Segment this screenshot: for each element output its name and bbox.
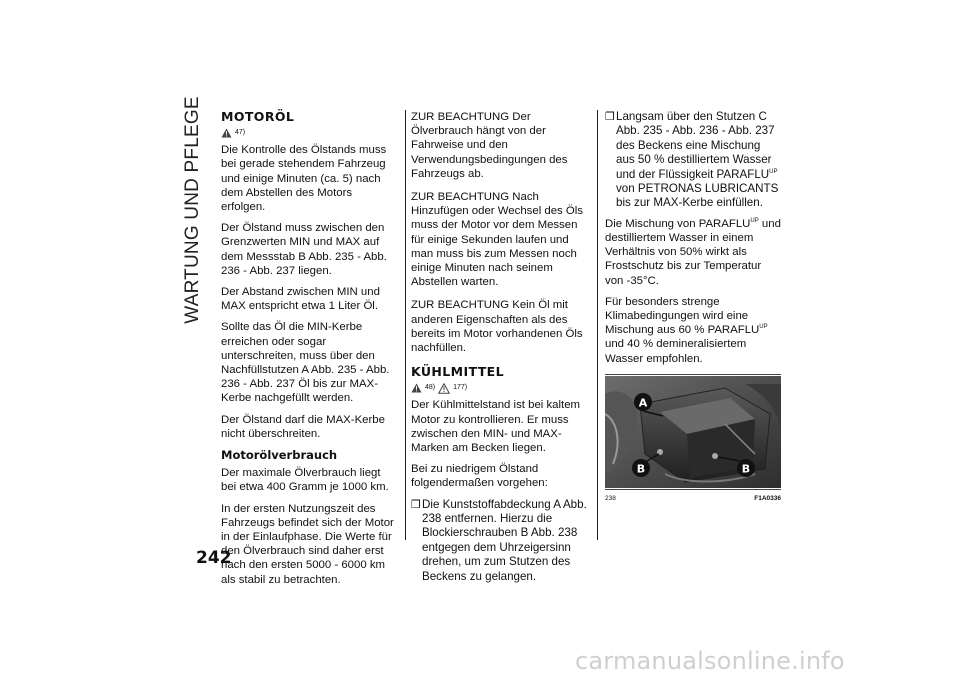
watermark: carmanualsonline.info <box>575 647 845 675</box>
column-divider-2 <box>597 110 598 540</box>
caution-ref-number: 177) <box>453 384 468 392</box>
column-3 <box>605 110 781 506</box>
warning-reference <box>221 127 395 139</box>
paragraph: Sollte das Öl die MIN-Kerbe erreichen oder sogar unterschreiten, muss über den Nachfüllstutzen A Abb. 235 - Abb. 236 - Abb. 237 Öl bis zur MAX-Kerbe nachgefüllt werden. <box>221 321 390 405</box>
paragraph: Der Ölstand muss zwischen den Grenzwerten MIN und MAX auf dem Messstab B Abb. 235 - Abb. 236 - Abb. 237 liegen. <box>221 222 387 277</box>
callout-a: A <box>638 396 648 410</box>
paragraph: Der maximale Ölverbrauch liegt bei etwa 400 Gramm je 1000 km. <box>221 467 389 494</box>
checkbox-bullet-icon: ❒ <box>411 498 421 511</box>
column-2 <box>411 110 587 590</box>
side-section-title <box>176 96 210 324</box>
page-number: 242 <box>196 548 232 568</box>
bullet-text <box>616 110 781 211</box>
paragraph <box>605 217 781 288</box>
subheading-motoroelverbrauch: Motorölverbrauch <box>221 448 338 463</box>
warning-ref-number: 47) <box>235 129 246 137</box>
heading-kuehlmittel: KÜHLMITTEL <box>411 364 504 380</box>
superscript: UP <box>769 168 778 175</box>
callout-b-left: B <box>636 462 646 476</box>
paragraph: In der ersten Nutzungszeit des Fahrzeugs befindet sich der Motor in der Einlaufphase. Die Werte für den Ölverbrauch sind daher erst nach den ersten 5000 - 6000 km als stabil zu betrachten. <box>221 502 394 586</box>
heading-motoroel: MOTORÖL <box>221 109 295 124</box>
figure-caption <box>605 492 781 506</box>
paragraph: Bei zu niedrigem Ölstand folgendermaßen vorgehen: <box>411 463 548 490</box>
figure-number: 238 <box>605 494 616 502</box>
checkbox-bullet-icon: ❒ <box>605 111 615 123</box>
side-section-title-text: WARTUNG UND PFLEGE <box>182 96 203 324</box>
text-part: Die Mischung von PARAFLU <box>605 217 751 230</box>
paragraph: Der Ölstand darf die MAX-Kerbe nicht überschreiten. <box>221 413 385 440</box>
superscript: UP <box>750 218 759 225</box>
text-part: und destilliertem Wasser in einem Verhältnis von 50% wirkt als Frostschutz bis zur Temperatur von -35°C. <box>605 217 781 287</box>
warning-triangle-icon <box>411 383 422 393</box>
column-1 <box>221 110 395 594</box>
paragraph: Die Kontrolle des Ölstands muss bei gerade stehendem Fahrzeug und einige Minuten (ca. 5) nach dem Abstellen des Motors erfolgen. <box>221 144 387 214</box>
warning-triangle-icon <box>221 128 232 138</box>
text-part: und 40 % demineralisiertem Wasser empfohlen. <box>605 338 747 365</box>
note-paragraph: ZUR BEACHTUNG Der Ölverbrauch hängt von der Fahrweise und den Verwendungsbedingungen des Fahrzeugs ab. <box>411 111 568 180</box>
text-part: Für besonders strenge Klimabedingungen wird eine Mischung aus 60 % PARAFLU <box>605 295 760 337</box>
paragraph: Der Abstand zwischen MIN und MAX entspricht etwa 1 Liter Öl. <box>221 286 380 313</box>
paragraph: Der Kühlmittelstand ist bei kaltem Motor zu kontrollieren. Er muss zwischen den MIN- und MAX-Marken am Becken liegen. <box>411 399 581 455</box>
warning-ref-number: 48) <box>425 384 436 392</box>
engine-cover-illustration <box>605 374 781 490</box>
figure-code: F1A0336 <box>754 494 781 502</box>
figure-238 <box>605 374 781 506</box>
paragraph <box>605 295 781 366</box>
callout-b-right: B <box>741 462 751 476</box>
bullet-text-part: von PETRONAS LUBRICANTS bis zur MAX-Kerbe einfüllen. <box>616 182 779 210</box>
bullet-text: Die Kunststoffabdeckung A Abb. 238 entfernen. Hierzu die Blockierschrauben B Abb. 238 entgegen dem Uhrzeigersinn drehen, um zum Stutzen des Beckens zu gelangen. <box>422 497 587 583</box>
note-paragraph: ZUR BEACHTUNG Nach Hinzufügen oder Wechsel des Öls muss der Motor vor dem Messen für einige Sekunden laufen und man muss bis zum Messen noch einige Minuten nach seinem Abstellen warten. <box>411 191 584 289</box>
caution-triangle-icon <box>438 383 450 394</box>
bullet-text-part: Langsam über den Stutzen C Abb. 235 - Abb. 236 - Abb. 237 des Beckens eine Mischung aus 50 % destilliertem Wasser und der Flüssigkeit PARAFLU <box>616 110 775 181</box>
bullet-item <box>605 110 781 211</box>
column-divider-1 <box>405 110 406 540</box>
note-paragraph: ZUR BEACHTUNG Kein Öl mit anderen Eigenschaften als des bereits im Motor vorhandenen Öls nachfüllen. <box>411 299 583 355</box>
bullet-item <box>411 498 587 584</box>
superscript: UP <box>759 324 768 331</box>
warning-references <box>411 382 587 394</box>
